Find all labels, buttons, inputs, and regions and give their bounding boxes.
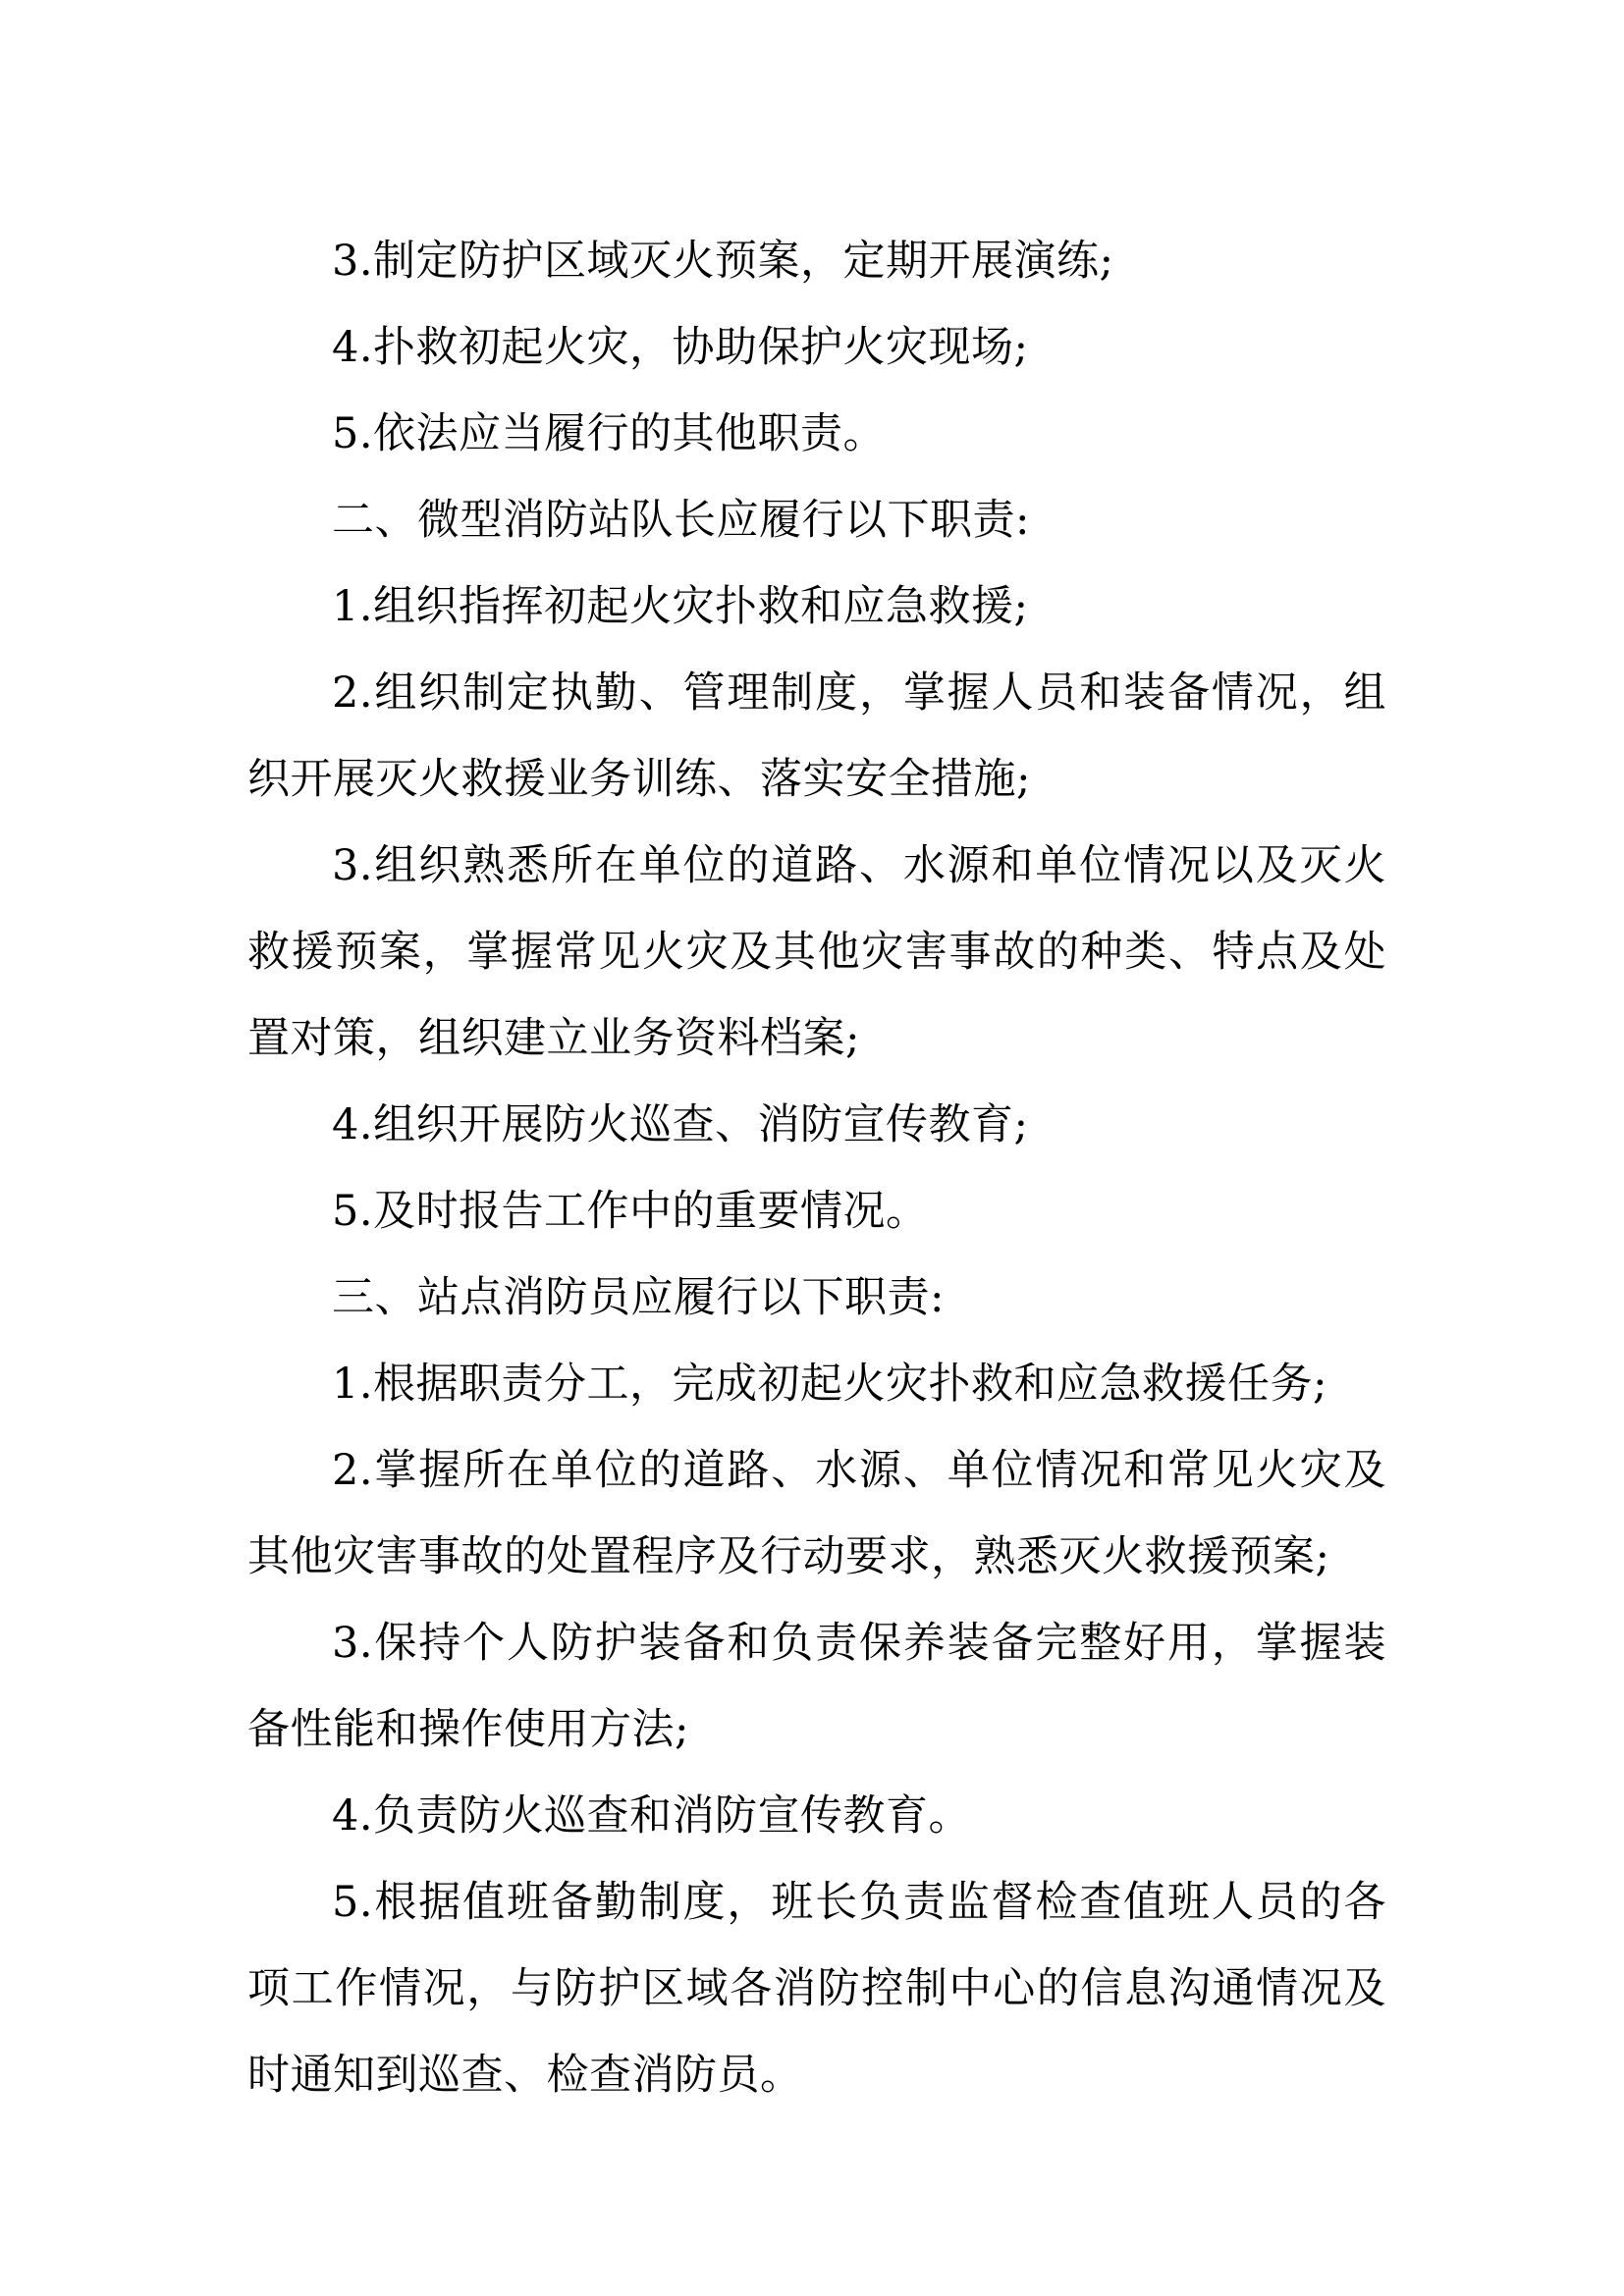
paragraph-11: 1.根据职责分工，完成初起火灾扑救和应急救援任务; [332, 1360, 1328, 1409]
paragraph-1: 3.制定防护区域灭火预案，定期开展演练; [332, 237, 1114, 286]
paragraph-15: 5.根据值班备勤制度，班长负责监督检查值班人员的各项工作情况，与防护区域各消防控制中心的信息沟通情况及时通知到巡查、检查消防员。 [247, 1878, 1386, 2100]
paragraph-6: 2.组织制定执勤、管理制度，掌握人员和装备情况，组织开展灭火救援业务训练、落实安全措施; [247, 668, 1386, 804]
section-heading-3: 三、站点消防员应履行以下职责: [332, 1273, 945, 1322]
paragraph-8: 4.组织开展防火巡查、消防宣传教育; [332, 1100, 1029, 1149]
paragraph-5: 1.组织指挥初起火灾扑救和应急救援; [332, 582, 1029, 631]
paragraph-2: 4.扑救初起火灾，协助保护火灾现场; [332, 323, 1029, 372]
document-body [247, 218, 1386, 2118]
section-heading-2: 二、微型消防站队长应履行以下职责: [332, 496, 1030, 545]
paragraph-7: 3.组织熟悉所在单位的道路、水源和单位情况以及灭火救援预案，掌握常见火灾及其他灾害事故的种类、特点及处置对策，组织建立业务资料档案; [247, 841, 1386, 1063]
paragraph-3: 5.依法应当履行的其他职责。 [332, 409, 887, 458]
paragraph-12: 2.掌握所在单位的道路、水源、单位情况和常见火灾及其他灾害事故的处置程序及行动要求，熟悉灭火救援预案; [247, 1446, 1386, 1581]
paragraph-13: 3.保持个人防护装备和负责保养装备完整好用，掌握装备性能和操作使用方法; [247, 1619, 1386, 1754]
paragraph-9: 5.及时报告工作中的重要情况。 [332, 1187, 929, 1236]
paragraph-14: 4.负责防火巡查和消防宣传教育。 [332, 1791, 972, 1841]
